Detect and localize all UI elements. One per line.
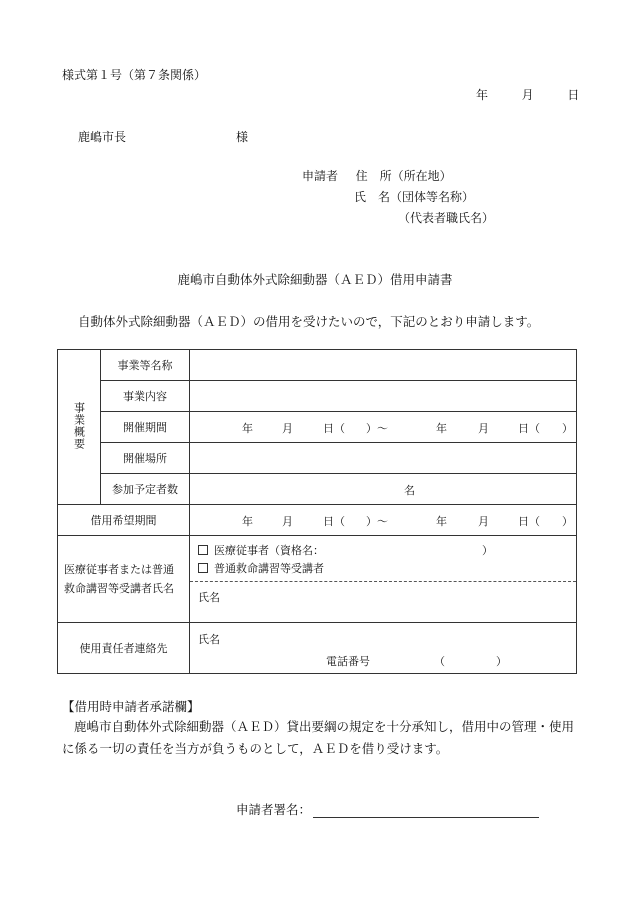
applicant-label: 申請者 — [302, 169, 339, 183]
event-content-label: 事業内容 — [101, 381, 190, 412]
checkbox-icon[interactable] — [198, 545, 208, 555]
loan-period-label: 借用希望期間 — [58, 505, 190, 536]
period-month: 月 — [282, 422, 293, 435]
manager-contact-field[interactable] — [190, 623, 577, 674]
representative-label: （代表者職氏名） — [398, 211, 495, 225]
table-row — [58, 443, 577, 474]
honorific: 様 — [236, 130, 249, 144]
name-label: 氏 名（団体等名称） — [354, 190, 475, 204]
participants-field[interactable] — [190, 474, 577, 505]
medical-name-field[interactable] — [190, 582, 576, 614]
medical-name-label: 氏名 — [198, 591, 220, 604]
addressee — [78, 128, 249, 145]
consent-body: 鹿嶋市自動体外式除細動器（ＡＥＤ）貸出要綱の規定を十分承知し，借用中の管理・使用に係る一切の責任を当方が負うものとして，ＡＥＤを借り受けます。 — [62, 719, 575, 756]
period-close: ） — [562, 422, 573, 435]
medical-staff-field — [190, 536, 577, 623]
checkbox-icon[interactable] — [198, 563, 208, 573]
period-month: 月 — [478, 515, 489, 528]
medical-option-1-label: 医療従事者（資格名： — [214, 544, 324, 557]
period-day: 日（ — [323, 422, 345, 435]
period-tilde: ）～ — [366, 422, 388, 435]
business-summary-cell — [58, 350, 101, 505]
address-label: 住 所（所在地） — [355, 169, 452, 183]
consent-heading: 【借用時申請者承諾欄】 — [62, 699, 200, 714]
phone-close: ） — [496, 655, 507, 668]
table-row — [58, 474, 577, 505]
period-year: 年 — [242, 515, 253, 528]
signature-label: 申請者署名： — [236, 802, 312, 817]
application-table — [57, 349, 577, 674]
event-period-label: 開催期間 — [101, 412, 190, 443]
date-month: 月 — [521, 88, 534, 102]
participants-label: 参加予定者数 — [101, 474, 190, 505]
period-day: 日（ — [518, 515, 540, 528]
medical-option-2[interactable] — [190, 560, 576, 578]
event-period-field[interactable] — [190, 412, 577, 443]
period-tilde: ）～ — [366, 515, 388, 528]
table-row — [58, 505, 577, 536]
table-row — [58, 536, 577, 623]
period-close: ） — [562, 515, 573, 528]
table-row — [58, 412, 577, 443]
phone-open: （ — [434, 655, 445, 668]
loan-period-field[interactable] — [190, 505, 577, 536]
signature-line[interactable] — [313, 805, 539, 818]
document-title: 鹿嶋市自動体外式除細動器（ＡＥＤ）借用申請書 — [177, 272, 453, 287]
period-month: 月 — [478, 422, 489, 435]
table-row — [58, 350, 577, 381]
medical-option-1-close: ） — [482, 544, 493, 557]
intro-text: 自動体外式除細動器（ＡＥＤ）の借用を受けたいので，下記のとおり申請します。 — [78, 314, 540, 329]
table-row — [58, 381, 577, 412]
table-row — [58, 623, 577, 674]
event-content-field[interactable] — [190, 381, 577, 412]
period-month: 月 — [282, 515, 293, 528]
phone-label: 電話番号 — [326, 655, 370, 668]
period-day: 日（ — [518, 422, 540, 435]
period-day: 日（ — [323, 515, 345, 528]
signature-block — [236, 800, 539, 818]
medical-staff-label: 医療従事者または普通救命講習等受講者氏名 — [58, 536, 190, 623]
event-place-label: 開催場所 — [101, 443, 190, 474]
form-number: 様式第１号（第７条関係） — [62, 68, 207, 82]
period-year: 年 — [242, 422, 253, 435]
date-year: 年 — [476, 88, 489, 102]
mayor-label: 鹿嶋市長 — [78, 130, 127, 144]
participants-unit: 名 — [404, 484, 415, 497]
applicant-block — [302, 166, 494, 229]
manager-name-label: 氏名 — [198, 633, 220, 646]
date-header — [476, 86, 579, 103]
business-summary-label: 事業概要 — [72, 401, 86, 450]
period-year: 年 — [436, 422, 447, 435]
medical-option-1[interactable] — [190, 542, 576, 560]
date-day: 日 — [567, 88, 580, 102]
event-name-field[interactable] — [190, 350, 577, 381]
period-year: 年 — [436, 515, 447, 528]
medical-option-2-label: 普通救命講習等受講者 — [214, 562, 324, 575]
event-place-field[interactable] — [190, 443, 577, 474]
manager-contact-label: 使用責任者連絡先 — [58, 623, 190, 674]
event-name-label: 事業等名称 — [101, 350, 190, 381]
